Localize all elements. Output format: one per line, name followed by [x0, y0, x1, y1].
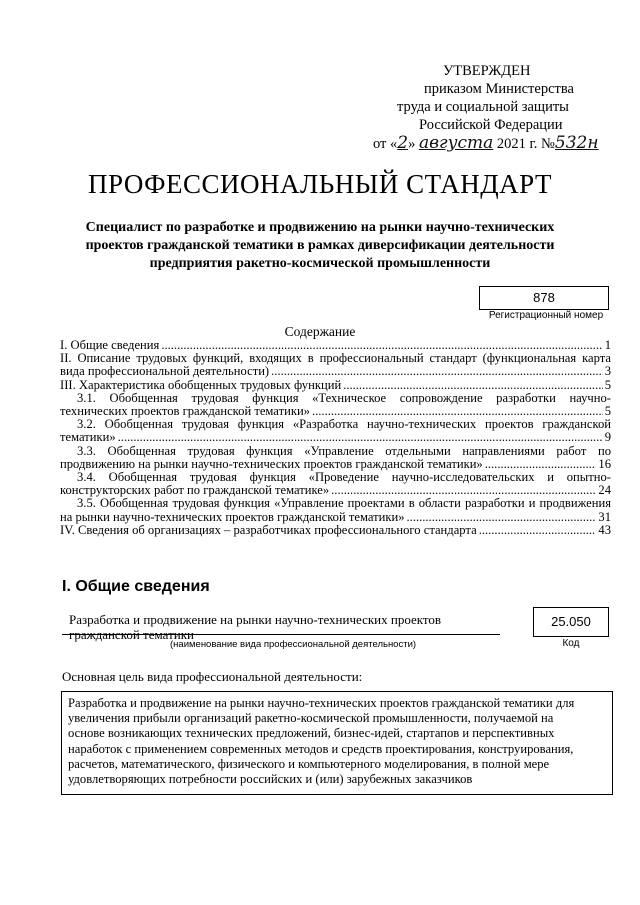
- registration-number-box: 878: [479, 286, 609, 310]
- toc-entry-3-2-line1[interactable]: 3.2. Обобщенная трудовая функция «Разработка научно-технических проектов гражданской: [77, 417, 611, 432]
- activity-code-label: Код: [562, 638, 580, 649]
- toc-entry-iii[interactable]: [60, 379, 611, 392]
- toc-entry-page: 3: [604, 364, 611, 379]
- section-heading: I. Общие сведения: [62, 578, 210, 595]
- purpose-line: Разработка и продвижение на рынки научно-технических проектов гражданской тематики для: [68, 696, 575, 710]
- activity-name: [69, 612, 499, 642]
- approval-line-4: Российской Федерации: [419, 117, 563, 133]
- document-title: ПРОФЕССИОНАЛЬНЫЙ СТАНДАРТ: [87, 169, 553, 199]
- handwritten-month: августа: [418, 133, 494, 153]
- purpose-line: наработок с применением современных методов и средств проектирования, конструирования,: [68, 741, 574, 756]
- approval-line-1: УТВЕРЖДЕН: [443, 63, 531, 79]
- toc-entry-text: III. Характеристика обобщенных трудовых функций: [60, 377, 342, 392]
- document-subtitle: [40, 219, 600, 273]
- table-of-contents: [60, 339, 611, 537]
- approval-line-3: труда и социальной защиты: [397, 99, 569, 115]
- toc-entry-page: 1: [604, 338, 611, 352]
- toc-entry-text: на рынки научно-технических проектов гражданской тематики»: [60, 509, 405, 524]
- toc-entry-page: 16: [598, 456, 611, 471]
- toc-entry-3-4-line1[interactable]: 3.4. Обобщенная трудовая функция «Проведение научно-исследовательских и опытно-: [77, 470, 611, 485]
- toc-entry-text: технических проектов гражданской тематики»: [60, 404, 310, 419]
- toc-entry-page: 31: [598, 509, 611, 524]
- toc-entry-text: конструкторских работ по гражданской тематике»: [60, 483, 330, 498]
- toc-entry-text: вида профессиональной деятельности): [60, 364, 270, 379]
- handwritten-number: 532н: [554, 133, 599, 153]
- purpose-line: увеличения прибыли организаций ракетно-космической промышленности, получаемой на: [68, 711, 554, 726]
- date-year: 2021 г. №: [496, 136, 555, 152]
- activity-name-line-2: гражданской тематики: [69, 627, 194, 642]
- toc-entry-text: IV. Сведения об организациях – разработчиках профессионального стандарта: [60, 522, 477, 537]
- purpose-text: [68, 696, 608, 787]
- approval-date-line: [373, 134, 613, 153]
- toc-entry-iv[interactable]: [60, 524, 611, 537]
- toc-entry-page: 9: [604, 430, 611, 445]
- toc-entry-page: 43: [598, 522, 611, 537]
- toc-entry-text: I. Общие сведения: [60, 338, 160, 352]
- toc-entry-3-2[interactable]: [60, 431, 611, 444]
- toc-entry-ii-line1[interactable]: II. Описание трудовых функций, входящих в профессиональный стандарт (функциональная карта: [60, 351, 611, 366]
- toc-entry-page: 5: [604, 377, 611, 392]
- toc-entry-page: 24: [598, 483, 611, 498]
- purpose-line: удовлетворяющих потребности российских и (или) зарубежных заказчиков: [68, 772, 473, 787]
- handwritten-day: 2: [397, 133, 409, 153]
- activity-underline: [62, 634, 500, 635]
- purpose-label: Основная цель вида профессиональной деятельности:: [62, 669, 363, 684]
- date-prefix: от «: [373, 136, 398, 152]
- purpose-line: расчетов, математического, физического и компьютерного моделирования, в полной мере: [68, 756, 550, 771]
- toc-entry-text: продвижению на рынки научно-технических проектов гражданской тематики»: [60, 456, 483, 471]
- activity-caption: (наименование вида профессиональной деятельности): [170, 639, 417, 650]
- toc-title: Содержание: [284, 324, 356, 339]
- purpose-line: основе возникающих технических предложений, бизнес-идей, стартапов и перспективных: [68, 726, 555, 741]
- toc-entry-text: тематики»: [60, 430, 116, 445]
- toc-entry-ii[interactable]: [60, 365, 611, 378]
- toc-entry-page: 5: [604, 404, 611, 419]
- activity-name-line-1: Разработка и продвижение на рынки научно-технических проектов: [69, 612, 442, 627]
- toc-entry-3-5[interactable]: [60, 511, 611, 524]
- subtitle-line-3: предприятия ракетно-космической промышленности: [149, 256, 491, 271]
- activity-code-box: 25.050: [533, 607, 609, 637]
- toc-entry-3-5-line1[interactable]: 3.5. Обобщенная трудовая функция «Управление проектами в области разработки и продвижения: [77, 496, 611, 511]
- toc-entry-3-3-line1[interactable]: 3.3. Обобщенная трудовая функция «Управление отдельными направлениями работ по: [77, 443, 611, 458]
- date-mid: »: [408, 136, 416, 152]
- subtitle-line-2: проектов гражданской тематики в рамках диверсификации деятельности: [85, 238, 555, 253]
- approval-line-2: приказом Министерства: [424, 81, 574, 97]
- approval-block: [373, 62, 613, 153]
- subtitle-line-1: Специалист по разработке и продвижению на рынки научно-технических: [85, 220, 555, 235]
- toc-entry-3-1-line1[interactable]: 3.1. Обобщенная трудовая функция «Техническое сопровождение разработки научно-: [77, 390, 611, 405]
- registration-number-label: Регистрационный номер: [488, 310, 604, 321]
